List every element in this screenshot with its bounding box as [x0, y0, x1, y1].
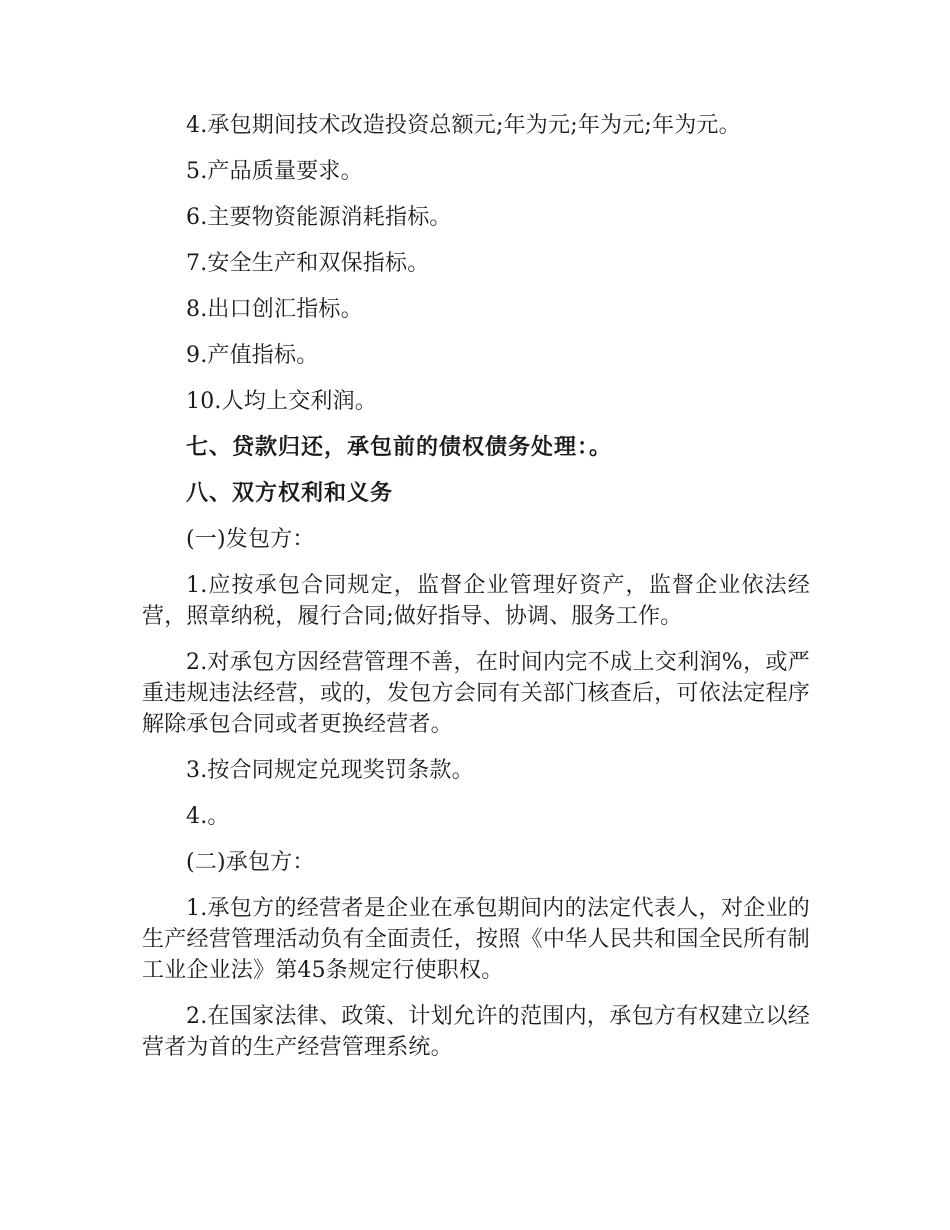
contractor-clause-2: 2.在国家法律、政策、计划允许的范围内，承包方有权建立以经营者为首的生产经营管理系统。 [142, 1004, 810, 1060]
clause-9-output: 9.产值指标。 [186, 343, 319, 368]
clause-4-tech-investment: 4.承包期间技术改造投资总额元;年为元;年为元;年为元。 [186, 113, 741, 138]
contractor-subheading: (二)承包方： [186, 850, 315, 875]
employer-subheading: (一)发包方： [186, 527, 315, 552]
clause-7-safety: 7.安全生产和双保指标。 [186, 251, 430, 276]
clause-5-quality: 5.产品质量要求。 [186, 159, 363, 184]
section-8-heading: 八、双方权利和义务 [186, 481, 394, 506]
clause-10-profit: 10.人均上交利润。 [186, 389, 377, 414]
employer-clause-3: 3.按合同规定兑现奖罚条款。 [186, 758, 474, 783]
contractor-clause-1: 1.承包方的经营者是企业在承包期间内的法定代表人，对企业的生产经营管理活动负有全面责任，按照《中华人民共和国全民所有制工业企业法》第45条规定行使职权。 [142, 896, 810, 983]
employer-clause-2: 2.对承包方因经营管理不善，在时间内完不成上交利润%，或严重违规违法经营，或的，发包方会同有关部门核查后，可依法定程序解除承包合同或者更换经营者。 [142, 650, 810, 737]
employer-clause-4: 4.。 [186, 804, 230, 829]
document-body [142, 110, 810, 1078]
clause-8-export: 8.出口创汇指标。 [186, 297, 363, 322]
section-7-heading: 七、贷款归还，承包前的债权债务处理：。 [186, 435, 613, 460]
employer-clause-1: 1.应按承包合同规定，监督企业管理好资产，监督企业依法经营，照章纳税，履行合同;做好指导、协调、服务工作。 [142, 573, 810, 629]
clause-6-energy: 6.主要物资能源消耗指标。 [186, 205, 452, 230]
